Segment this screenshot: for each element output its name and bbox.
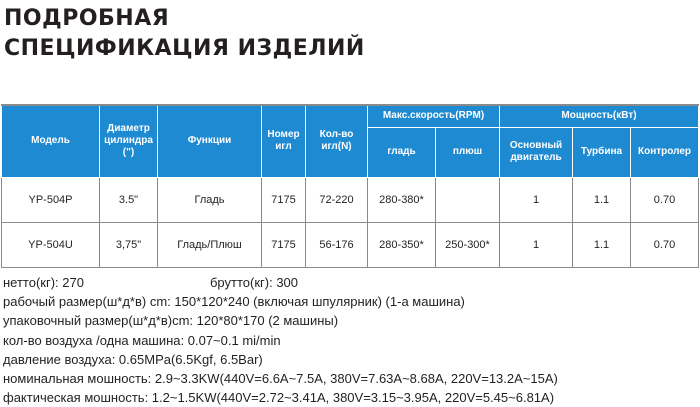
header-power-controller: Контролер bbox=[631, 127, 699, 177]
cell-needle-no: 7175 bbox=[262, 222, 306, 267]
header-power-main: Основный двигатель bbox=[500, 127, 573, 177]
title-line-2: СПЕЦИФИКАЦИЯ ИЗДЕЛИЙ bbox=[4, 36, 365, 61]
table-row bbox=[2, 177, 699, 222]
header-power-turbine: Турбина bbox=[573, 127, 631, 177]
air-volume: кол-во воздуха /одна машина: 0.07~0.1 mi/min bbox=[3, 332, 281, 348]
cell-model: YP-504P bbox=[2, 177, 100, 222]
cell-needle-count: 56-176 bbox=[306, 222, 368, 267]
work-size: рабочый размер(ш*д*в) cm: 150*120*240 (включая шпулярник) (1-а машина) bbox=[3, 294, 465, 310]
table-row bbox=[2, 222, 699, 267]
cell-functions: Гладь/Плюш bbox=[158, 222, 262, 267]
spec-notes bbox=[3, 273, 558, 407]
title-line-1: ПОДРОБНАЯ bbox=[4, 6, 170, 31]
cell-needle-no: 7175 bbox=[262, 177, 306, 222]
header-speed-plush: плюш bbox=[436, 127, 500, 177]
header-max-speed: Макс.скорость(RPM) bbox=[368, 105, 500, 127]
cell-needle-count: 72-220 bbox=[306, 177, 368, 222]
header-model: Модель bbox=[2, 105, 100, 177]
gross-weight: брутто(кг): 300 bbox=[209, 275, 299, 290]
weight-line bbox=[3, 273, 558, 292]
cell-diameter: 3.5" bbox=[100, 177, 158, 222]
cell-power-main: 1 bbox=[500, 222, 573, 267]
cell-speed-plush bbox=[436, 177, 500, 222]
cell-power-turbine: 1.1 bbox=[573, 222, 631, 267]
cell-power-turbine: 1.1 bbox=[573, 177, 631, 222]
cell-diameter: 3,75" bbox=[100, 222, 158, 267]
cell-functions: Гладь bbox=[158, 177, 262, 222]
cell-speed-smooth: 280-380* bbox=[368, 177, 436, 222]
specification-table bbox=[1, 104, 699, 268]
cell-model: YP-504U bbox=[2, 222, 100, 267]
cell-speed-plush: 250-300* bbox=[436, 222, 500, 267]
pack-size: упаковочный размер(ш*д*в)cm: 120*80*170 (2 машины) bbox=[3, 313, 339, 329]
header-diameter: Диаметр цилиндра (") bbox=[100, 105, 158, 177]
cell-power-controller: 0.70 bbox=[631, 222, 699, 267]
cell-speed-smooth: 280-350* bbox=[368, 222, 436, 267]
header-needle-count: Кол-во игл(N) bbox=[306, 105, 368, 177]
actual-power: фактическая мошность: 1.2~1.5KW(440V=2.72~3.41A, 380V=3.15~3.95A, 220V=5.45~6.81A) bbox=[3, 390, 555, 406]
cell-power-controller: 0.70 bbox=[631, 177, 699, 222]
header-functions: Функции bbox=[158, 105, 262, 177]
header-needle-no: Номер игл bbox=[262, 105, 306, 177]
net-weight: нетто(кг): 270 bbox=[3, 275, 84, 290]
air-pressure: давление воздуха: 0.65MPa(6.5Kgf, 6.5Bar) bbox=[3, 351, 263, 367]
header-power: Мощность(кВт) bbox=[500, 105, 699, 127]
header-speed-smooth: гладь bbox=[368, 127, 436, 177]
page-title bbox=[4, 4, 365, 64]
rated-power: номинальная мошность: 2.9~3.3KW(440V=6.6A~7.5A, 380V=7.63A~8.68A, 220V=13.2A~15A) bbox=[3, 371, 558, 387]
cell-power-main: 1 bbox=[500, 177, 573, 222]
